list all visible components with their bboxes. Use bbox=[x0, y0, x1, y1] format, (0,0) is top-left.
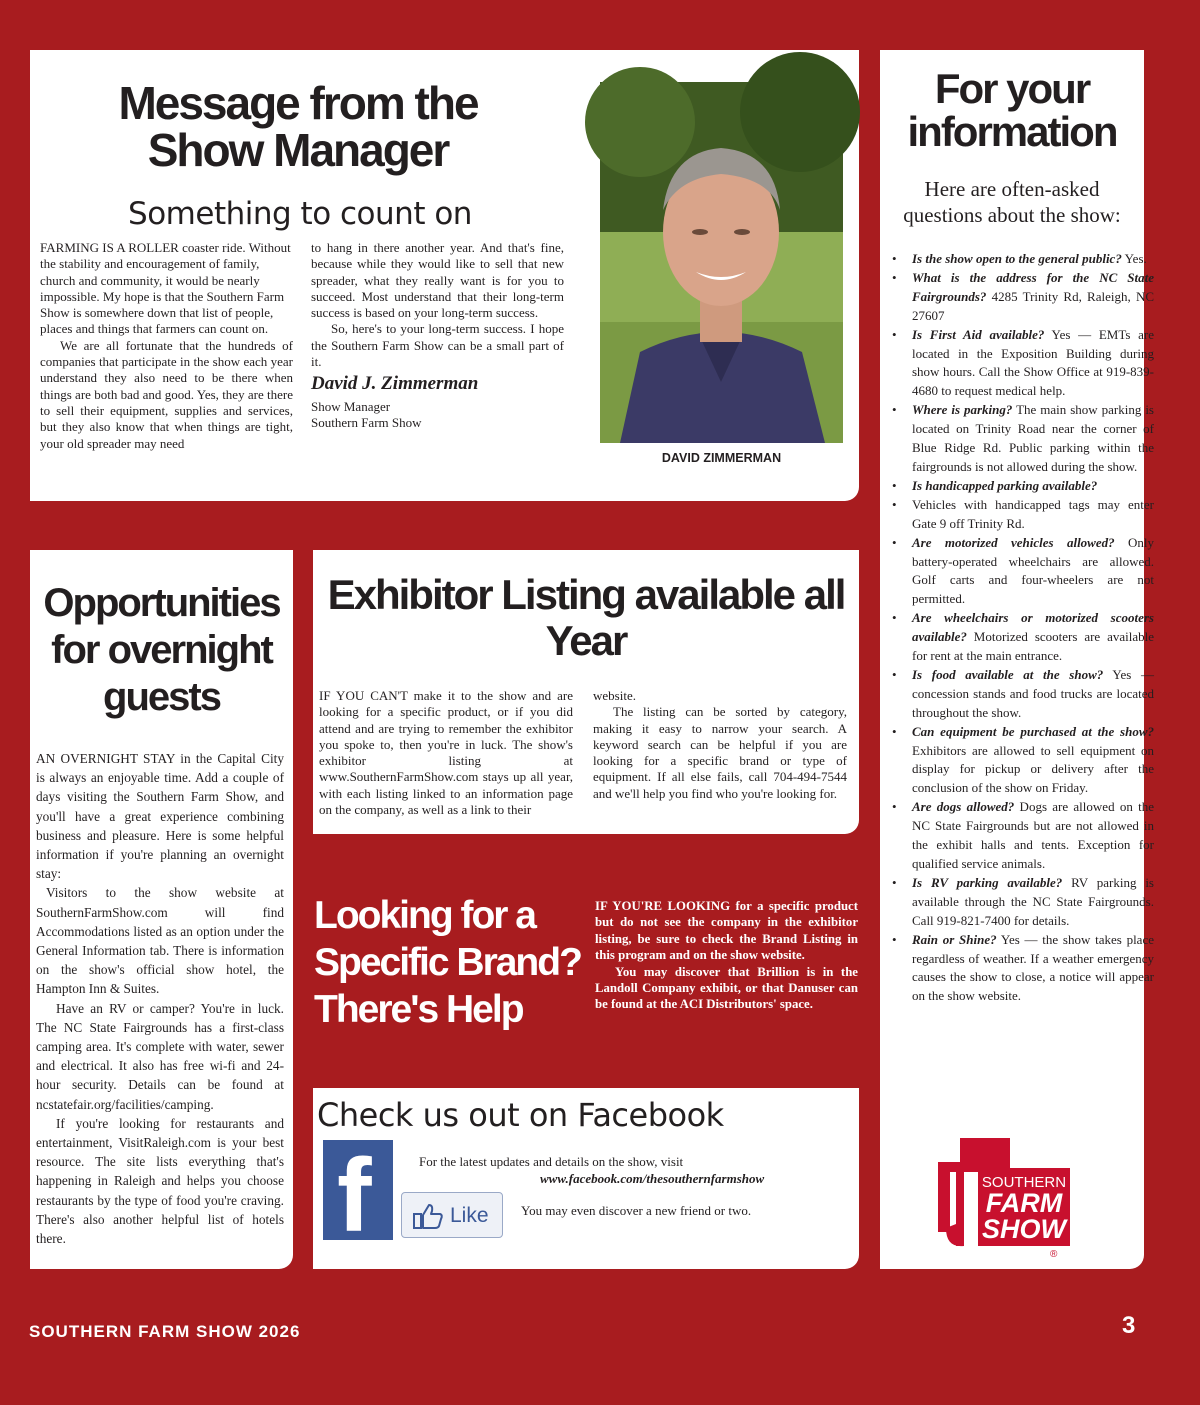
exhibitor-listing-panel bbox=[313, 550, 859, 834]
overnight-paragraph-2: Visitors to the show website at SouthernFarmShow.com will find Accommodations listed as an option under the General Information tab. There is information on the show's official show hotel, the Hampton Inn & Suites. bbox=[36, 885, 284, 997]
manager-subheadline: Something to count on bbox=[128, 196, 472, 232]
brand-help-lead: IF YOU'RE LOOKING bbox=[595, 899, 731, 913]
faq-question: Are dogs allowed? bbox=[912, 799, 1015, 815]
exhibitor-paragraph-3: The listing can be sorted by category, making it easy to narrow your search. A keyword search can be helpful if you are looking for a specific brand or type of equipment. If all else fails, call 704-494-7544 and we'll help you find who you're looking for. bbox=[593, 704, 847, 801]
faq-panel bbox=[880, 50, 1155, 1269]
page-number: 3 bbox=[1122, 1312, 1136, 1339]
faq-answer: Only battery-operated wheelchairs are allowed. Golf carts and four-wheelers are not permitted. bbox=[912, 534, 1155, 607]
manager-paragraph-1: coaster ride. Without the stability and encouragement of family, church and community, it would be nearly impossible. My hope is that the Southern Farm Show is somewhere down that list of people, places and things that farmers can count on. bbox=[40, 240, 291, 337]
thumbs-up-icon bbox=[412, 1202, 444, 1230]
manager-paragraph-4: So, here's to your long-term success. I hope the Southern Farm Show can be a small part of it. bbox=[311, 321, 564, 370]
faq-question: Rain or Shine? bbox=[912, 931, 997, 947]
manager-role: Show Manager bbox=[311, 398, 391, 414]
exhibitor-column-1 bbox=[319, 688, 573, 818]
overnight-headline: Opportunities for overnight guests bbox=[43, 581, 280, 719]
facebook-headline: Check us out on Facebook bbox=[317, 1096, 724, 1134]
photo-caption: DAVID ZIMMERMAN bbox=[661, 451, 782, 465]
brand-help-paragraph-1: for a specific product but do not see the company in the exhibitor listing, be sure to check the Brand Listing in this program and on the show website. bbox=[595, 899, 858, 963]
overnight-paragraph-1: in the Capital City is always an enjoyable time. Add a couple of days visiting the Southern Farm Show, and you'll have a great experience combining business and pleasure. Here is some helpful information if you're planning an overnight stay: bbox=[36, 751, 284, 882]
brand-help-body bbox=[595, 898, 858, 1013]
exhibitor-headline: Exhibitor Listing available all Year bbox=[327, 571, 845, 664]
faq-question: Where is parking? bbox=[912, 402, 1013, 418]
faq-item bbox=[912, 269, 1154, 326]
faq-question: Is the show open to the general public? bbox=[912, 251, 1122, 266]
logo-text-farm: FARM bbox=[985, 1188, 1063, 1218]
manager-paragraph-2: We are all fortunate that the hundreds of companies that participate in the show each year understand they also need to be there when things are both bad and good. Yes, they are there to sell their equipment, supplies and services, but they also know that when things are tight, your old spreader may need bbox=[40, 337, 293, 451]
manager-lead: FARMING IS A ROLLER bbox=[40, 240, 179, 255]
faq-answer: RV parking is available through the NC State Fairgrounds. Call 919-821-7400 for details. bbox=[912, 874, 1154, 928]
faq-item bbox=[912, 931, 1154, 1007]
faq-question: Are wheelchairs or motorized scooters available? bbox=[912, 610, 1154, 645]
manager-paragraph-3: to hang in there another year. And that's fine, because while they would like to sell that new spreader, what they really want is for you to succeed. Most understand that their long-term success is based on your long-term success. bbox=[311, 240, 564, 321]
faq-answer: Vehicles with handicapped tags may enter Gate 9 off Trinity Rd. bbox=[912, 496, 1154, 531]
faq-question: Is First Aid available? bbox=[912, 326, 1045, 342]
manager-column-1 bbox=[40, 240, 293, 452]
faq-item bbox=[912, 250, 1154, 269]
facebook-logo-letter: f bbox=[337, 1138, 372, 1254]
facebook-url[interactable]: www.facebook.com/thesouthernfarmshow bbox=[540, 1171, 765, 1186]
faq-question: Is handicapped parking available? bbox=[912, 477, 1098, 493]
exhibitor-lead: IF YOU CAN'T bbox=[319, 688, 408, 703]
faq-answer: Yes. bbox=[1121, 251, 1147, 266]
faq-item bbox=[912, 534, 1154, 610]
faq-item bbox=[912, 723, 1154, 799]
faq-answer: The main show parking is located on Trinity Road near the corner of Blue Ridge Rd. Public parking within the fairgrounds is not allowed during the show. bbox=[912, 402, 1154, 474]
manager-photo bbox=[600, 82, 843, 443]
faq-item bbox=[912, 496, 1154, 534]
faq-answer: Yes — EMTs are located in the Exposition Building during show hours. Call the Show Office at 919-839-4680 to request medical help. bbox=[912, 326, 1154, 399]
faq-intro: Here are often-asked questions about the show: bbox=[903, 177, 1121, 227]
manager-column-2 bbox=[311, 240, 564, 431]
facebook-text-1: For the latest updates and details on the show, visit bbox=[419, 1154, 684, 1169]
faq-question: What is the address for the NC State Fairgrounds? bbox=[912, 269, 1154, 304]
brand-help-paragraph-2: You may discover that Brillion is in the Landoll Company exhibit, or that Danuser can be found at the ACI Distributors' space. bbox=[595, 964, 858, 1012]
logo-text-southern: SOUTHERN bbox=[981, 1174, 1067, 1191]
overnight-panel bbox=[30, 550, 293, 1269]
faq-item bbox=[912, 874, 1154, 931]
faq-question: Can equipment be purchased at the show? bbox=[912, 723, 1154, 739]
faq-answer: 4285 Trinity Rd, Raleigh, NC 27607 bbox=[912, 288, 1154, 323]
faq-list bbox=[892, 250, 1154, 1006]
logo-text-show: SHOW bbox=[982, 1214, 1066, 1244]
faq-answer: Yes — concession stands and food trucks are located throughout the show. bbox=[912, 666, 1154, 720]
facebook-icon[interactable] bbox=[323, 1138, 393, 1254]
manager-organization: Southern Farm Show bbox=[311, 414, 422, 430]
faq-item bbox=[912, 666, 1154, 723]
facebook-text-2: You may even discover a new friend or two. bbox=[521, 1203, 752, 1218]
overnight-paragraph-4: If you're looking for restaurants and entertainment, VisitRaleigh.com is your best resource. The site lists everything that's happening in Raleigh and helps you choose restaurants by the type of food you're craving. There's also another helpful list of hotels there. bbox=[36, 1115, 284, 1247]
manager-headline: Message from the Show Manager bbox=[118, 77, 478, 176]
overnight-body bbox=[36, 749, 284, 1248]
faq-item bbox=[912, 326, 1154, 402]
like-label: Like bbox=[450, 1204, 489, 1227]
southern-farm-show-logo bbox=[938, 1138, 1074, 1260]
faq-answer: Exhibitors are allowed to sell equipment on display for pickup or delivery after the conclusion of the show on Friday. bbox=[912, 742, 1154, 796]
facebook-like-button[interactable] bbox=[401, 1192, 503, 1238]
footer-publication-label: SOUTHERN FARM SHOW 2026 bbox=[29, 1322, 301, 1341]
faq-answer: Dogs are allowed on the NC State Fairgrounds but are not allowed in the exhibit halls and tents. Exception for qualified service animals. bbox=[912, 799, 1154, 871]
exhibitor-paragraph-2: website. bbox=[593, 688, 636, 703]
faq-question: Is food available at the show? bbox=[912, 666, 1104, 682]
faq-answer: Yes — the show takes place regardless of weather. If a weather emergency causes the show to close, a notice will appear on the show website. bbox=[912, 931, 1154, 1004]
exhibitor-column-2 bbox=[593, 688, 847, 802]
facebook-panel bbox=[313, 1088, 859, 1269]
manager-signature: David J. Zimmerman bbox=[311, 373, 479, 395]
faq-question: Are motorized vehicles allowed? bbox=[912, 534, 1115, 550]
faq-item bbox=[912, 477, 1154, 496]
exhibitor-paragraph-1: make it to the show and are looking for a specific product, or if you did attend and are trying to remember the exhibitor you spoke to, then you're in luck. The show's exhibitor listing at www.SouthernFarmShow.com stays up all year, with each listing linked to an information page on the company, as well as a link to their bbox=[319, 688, 573, 818]
overnight-lead: AN OVERNIGHT STAY bbox=[36, 751, 176, 766]
brand-help-headline: Looking for a Specific Brand? There's Help bbox=[314, 894, 581, 1031]
faq-item bbox=[912, 798, 1154, 874]
show-manager-panel bbox=[30, 50, 859, 501]
faq-item bbox=[912, 609, 1154, 666]
faq-question: Is RV parking available? bbox=[912, 874, 1063, 890]
faq-headline: For your information bbox=[907, 65, 1117, 155]
overnight-paragraph-3: Have an RV or camper? You're in luck. The NC State Fairgrounds has a first-class camping area. It's complete with water, sewer and electrical. It also has free wi-fi and 24-hour security. Details can be found at ncstatefair.org/facilities/camping. bbox=[36, 1000, 284, 1112]
faq-answer: Motorized scooters are available for rent at the main entrance. bbox=[912, 629, 1154, 664]
faq-item bbox=[912, 401, 1154, 477]
logo-registered-mark: ® bbox=[1050, 1249, 1058, 1260]
